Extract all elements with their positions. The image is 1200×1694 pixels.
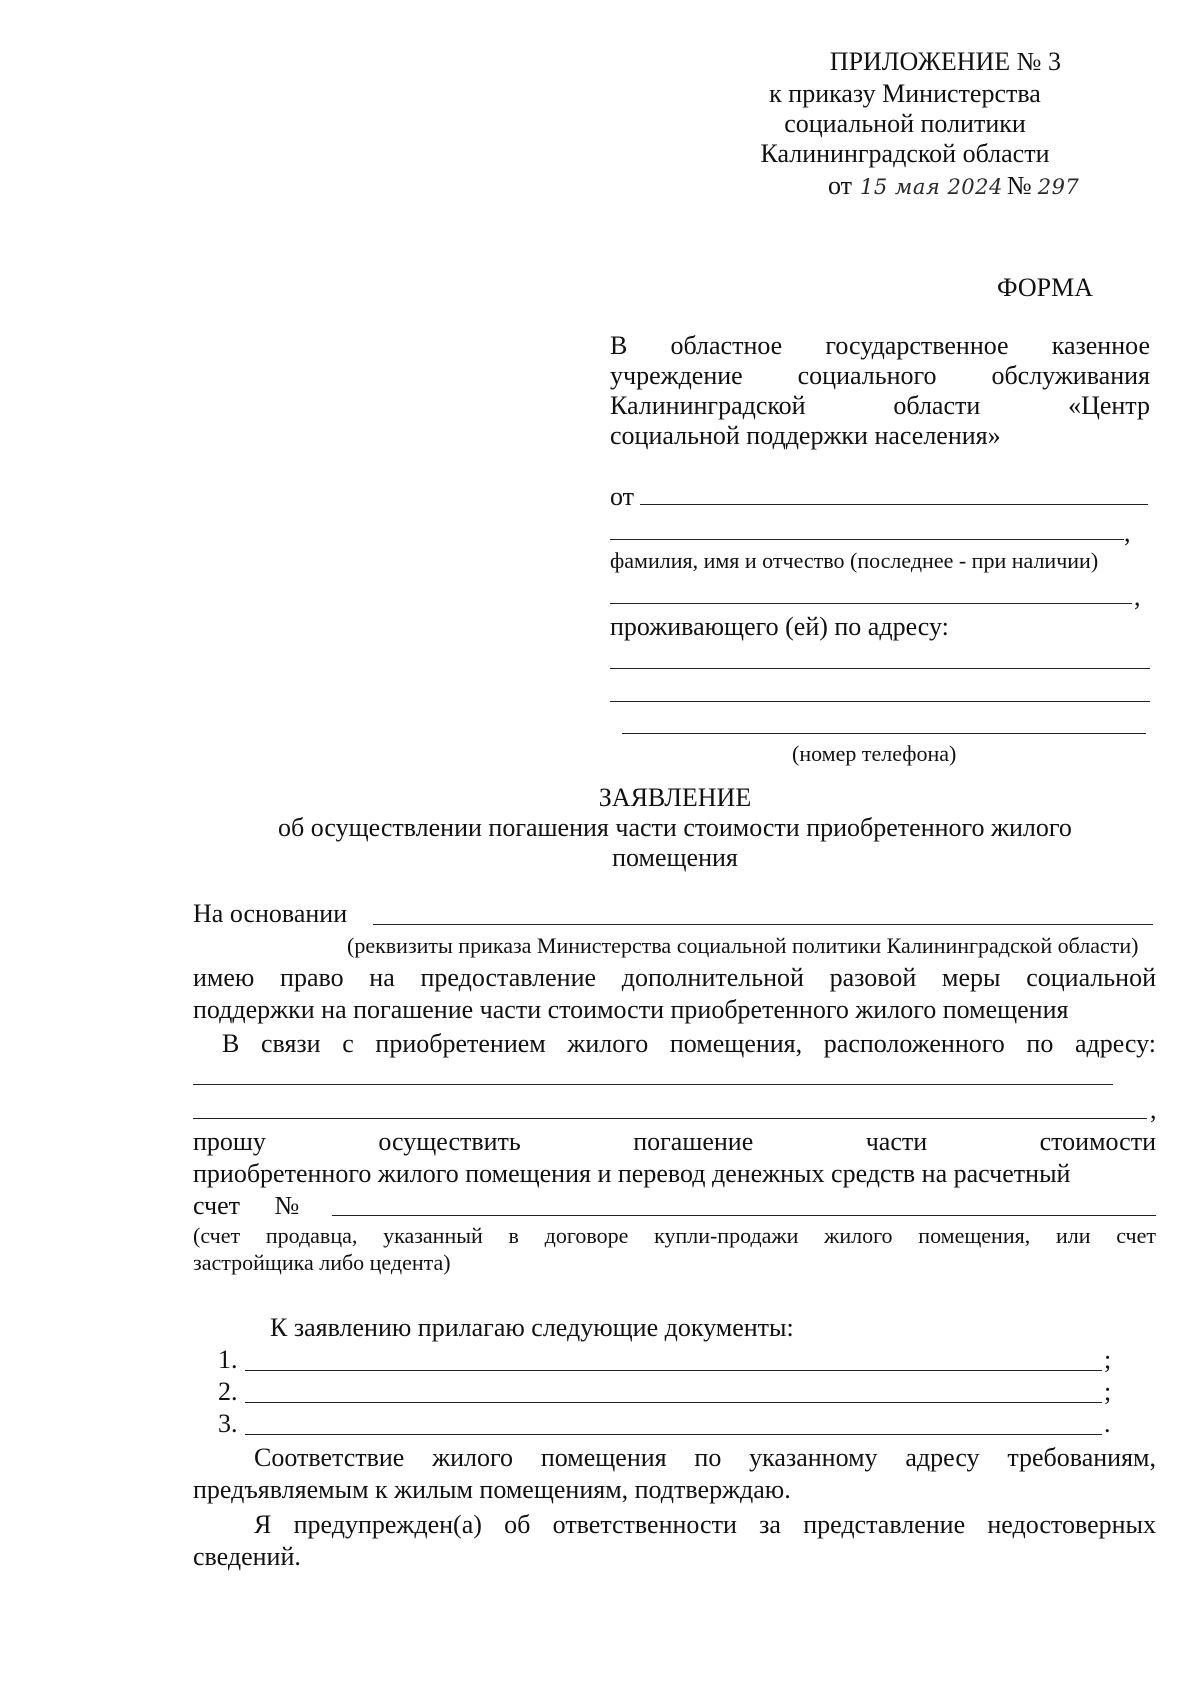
address-line-2[interactable] [610, 701, 1150, 702]
phone-hint: (номер телефона) [792, 741, 957, 766]
handwritten-date: 15 мая 2024 [860, 175, 1003, 199]
form-label: ФОРМА [997, 273, 1093, 302]
addressee-line-2: учреждение социального обслуживания [610, 361, 1150, 390]
request-line-1: прошу осуществить погашение части стоимости [193, 1127, 1156, 1156]
statement-title [200, 783, 1150, 873]
order-line-3: Калининградской области [760, 139, 1050, 168]
from-prefix: от [610, 482, 635, 511]
addressee-line-1: В областное государственное казенное [610, 331, 1150, 360]
account-hint-1: (счет продавца, указанный в договоре купли-продажи жилого помещения, или счет [193, 1223, 1156, 1248]
attachment-line-3[interactable] [245, 1434, 1102, 1435]
address-line-1[interactable] [610, 668, 1150, 669]
addressee-line-3: Калининградской области «Центр [610, 391, 1150, 420]
attachments-intro: К заявлению прилагаю следующие документы: [270, 1313, 794, 1342]
attachment-num-3: 3. [218, 1409, 238, 1438]
title-sub-1: об осуществлении погашения части стоимости приобретенного жилого [278, 813, 1072, 842]
order-date-line [828, 171, 1079, 202]
appendix-title: ПРИЛОЖЕНИЕ № 3 [829, 47, 1061, 76]
fio-hint: фамилия, имя и отчество (последнее - при наличии) [610, 548, 1099, 573]
comma-1: , [1124, 518, 1131, 547]
appendix-header [640, 47, 1065, 77]
attachment-end-3: . [1104, 1409, 1111, 1438]
basis-label: На основании [193, 899, 348, 928]
attachment-line-2[interactable] [245, 1402, 1102, 1403]
attachment-num-1: 1. [218, 1345, 238, 1374]
closing-p1-line-2: предъявляемым к жилым помещениям, подтверждаю. [193, 1475, 791, 1504]
comma-2: , [1134, 582, 1141, 611]
attachment-end-1: ; [1104, 1345, 1112, 1374]
date-prefix: от [828, 171, 853, 200]
applicant-name-line-2[interactable] [610, 539, 1124, 540]
order-line-2: социальной политики [784, 109, 1026, 138]
closing-p1-line-1: Соответствие жилого помещения по указанному адресу требованиям, [254, 1443, 1156, 1472]
property-address-line-2[interactable] [193, 1118, 1147, 1119]
attachment-line-1[interactable] [245, 1370, 1102, 1371]
applicant-name-line-3[interactable] [610, 603, 1132, 604]
account-label: счет № [193, 1191, 300, 1220]
closing-p2-line-1: Я предупрежден(а) об ответственности за представление недостоверных [254, 1510, 1156, 1539]
applicant-name-line-1[interactable] [640, 504, 1148, 505]
comma-3: , [1150, 1095, 1157, 1124]
right-line-1: имею право на предоставление дополнительной разовой меры социальной [193, 963, 1156, 992]
order-reference [715, 79, 1095, 169]
handwritten-number: 297 [1037, 175, 1080, 199]
closing-p2-line-2: сведений. [193, 1542, 301, 1571]
basis-hint: (реквизиты приказа Министерства социальной политики Калининградской области) [347, 933, 1139, 958]
account-hint-2: застройщика либо цедента) [193, 1250, 451, 1275]
attachment-num-2: 2. [218, 1377, 238, 1406]
title-sub-2: помещения [612, 843, 738, 872]
addressee-line-4: социальной поддержки населения» [610, 421, 1001, 450]
order-line-1: к приказу Министерства [769, 79, 1041, 108]
purchase-line: В связи с приобретением жилого помещения, расположенного по адресу: [222, 1029, 1156, 1058]
address-label: проживающего (ей) по адресу: [610, 612, 949, 641]
attachment-end-2: ; [1104, 1377, 1112, 1406]
addressee-block [610, 331, 1150, 451]
request-line-2: приобретенного жилого помещения и перевод денежных средств на расчетный [193, 1159, 1071, 1188]
title-main: ЗАЯВЛЕНИЕ [598, 783, 752, 812]
right-line-2: поддержки на погашение части стоимости приобретенного жилого помещения [193, 995, 1069, 1024]
phone-line[interactable] [622, 733, 1146, 734]
account-number-line[interactable] [332, 1215, 1156, 1216]
property-address-line-1[interactable] [193, 1084, 1113, 1085]
basis-line[interactable] [373, 924, 1153, 925]
number-prefix: № [1006, 171, 1032, 200]
